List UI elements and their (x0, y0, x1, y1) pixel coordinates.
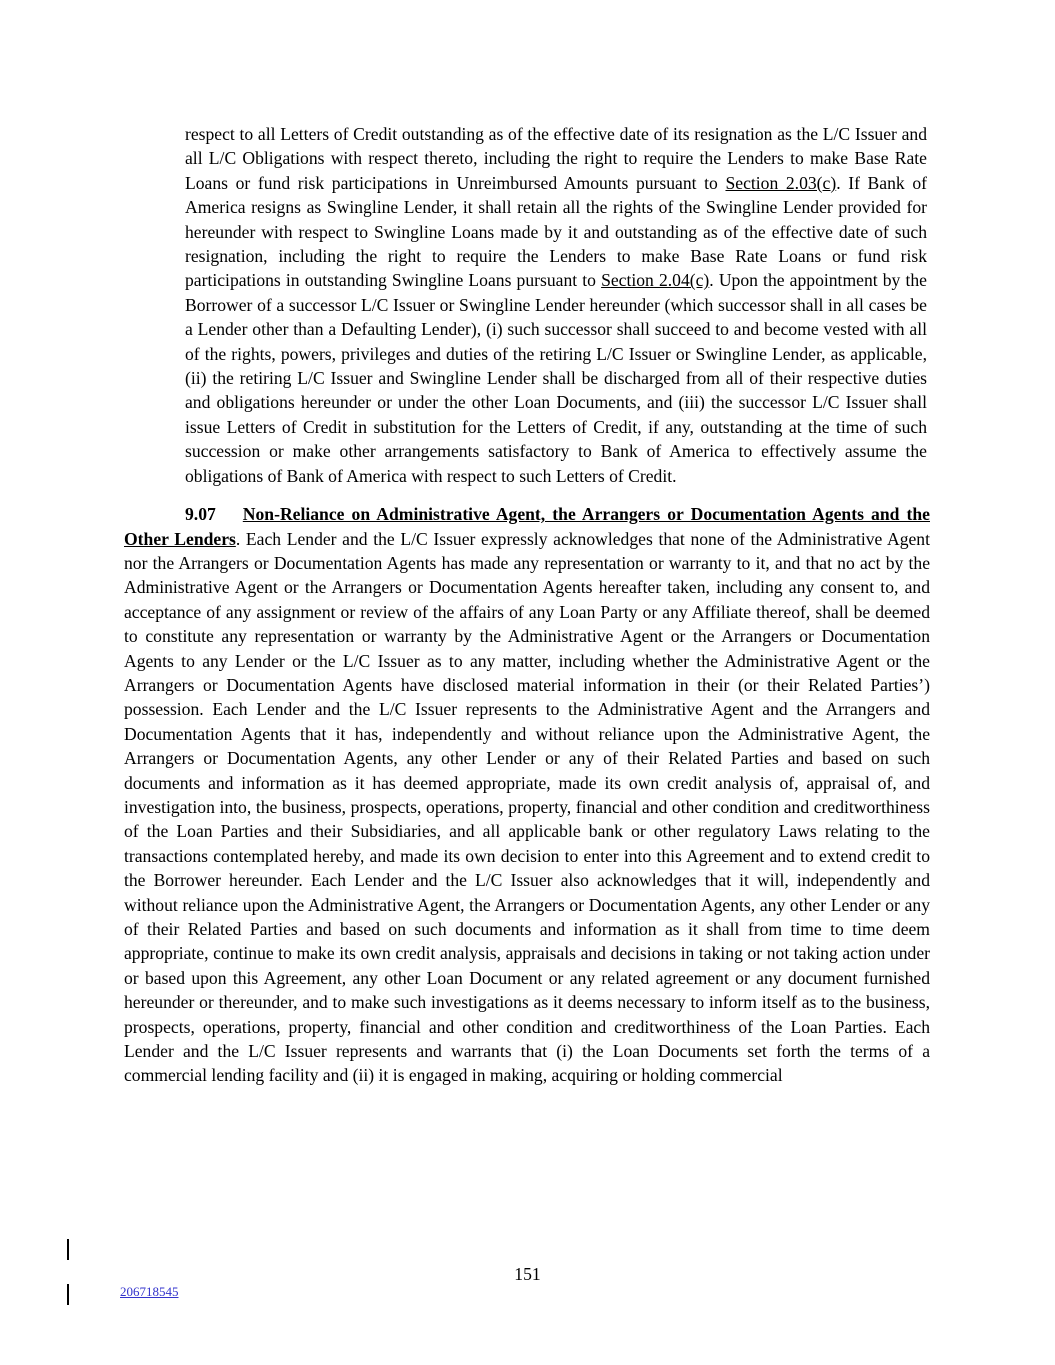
document-number-link[interactable]: 206718545 (120, 1284, 179, 1299)
paragraph-text: respect to all Letters of Credit outstanding as of the effective date of its resignation as the L/C Issuer and all L/C Obligations with respect thereto, including the right to require the Lenders to make Base Rate Loans or fund risk participations in Unreimbursed Amounts pursuant to (185, 124, 927, 193)
section-2-04c-reference[interactable]: Section 2.04(c) (601, 270, 710, 291)
paragraph-text: . Upon the appointment by the Borrower of a successor L/C Issuer or Swingline Lender hereunder (which successor shall in all cases be a Lender other than a Defaulting Lender), (i) such successor shall succeed to and become vested with all of the rights, powers, privileges and duties of the retiring L/C Issuer or Swingline Lender, as applicable, (ii) the retiring L/C Issuer and Swingline Lender shall be discharged from all of their respective duties and obligations hereunder or under the other Loan Documents, and (iii) the successor L/C Issuer shall issue Letters of Credit in substitution for the Letters of Credit, if any, outstanding at the time of such succession or make other arrangements satisfactory to Bank of America to effectively assume the obligations of Bank of America with respect to such Letters of Credit. (185, 270, 927, 486)
section-number: 9.07 (185, 504, 216, 525)
page-number: 151 (514, 1264, 541, 1284)
paragraph-text: . If Bank of America resigns as Swingline Lender, it shall retain all the rights of the Swingline Lender provided for hereunder with respect to Swingline Loans made by it and outstanding as of the effective date of such resignation, including the right to require the Lenders to make Base Rate Loans or fund risk participations in outstanding Swingline Loans pursuant to (185, 172, 927, 291)
section-body-text: . Each Lender and the L/C Issuer expressly acknowledges that none of the Administrative Agent nor the Arrangers or Documentation Agents has made any representation or warranty to it, and that no act by the Administrative Agent or the Arrangers or Documentation Agents hereafter taken, including any consent to, and acceptance of any assignment or review of the affairs of any Loan Party or any Affiliate thereof, shall be deemed to constitute any representation or warranty by the Administrative Agent or the Arrangers or Documentation Agents to any Lender or the L/C Issuer as to any matter, including whether the Administrative Agent or the Arrangers or Documentation Agents have disclosed material information in their (or their Related Parties’) possession. Each Lender and the L/C Issuer represents to the Administrative Agent and the Arrangers and Documentation Agents that it has, independently and without reliance upon the Administrative Agent, the Arrangers or Documentation Agents, any other Lender or any of their Related Parties and based on such documents and information as it has deemed appropriate, made its own credit analysis of, appraisal of, and investigation into, the business, prospects, operations, property, financial and other condition and creditworthiness of the Loan Parties and their Subsidiaries, and all applicable bank or other regulatory Laws relating to the transactions contemplated hereby, and made its own decision to enter into this Agreement and to extend credit to the Borrower hereunder. Each Lender and the L/C Issuer also acknowledges that it will, independently and without reliance upon the Administrative Agent, the Arrangers or Documentation Agents, any other Lender or any of their Related Parties and based on such documents and information as it shall from time to time deem appropriate, continue to make its own credit analysis, appraisals and decisions in taking or not taking action under or based upon this Agreement, any other Loan Document or any related agreement or any document furnished hereunder or thereunder, and to make such investigations as it deems necessary to inform itself as to the business, prospects, operations, property, financial and other condition and creditworthiness of the Loan Parties. Each Lender and the L/C Issuer represents and warrants that (i) the Loan Documents set forth the terms of a commercial lending facility and (ii) it is engaged in making, acquiring or holding commercial (124, 528, 930, 1086)
paragraph-resignation (185, 122, 927, 488)
section-heading: Non-Reliance on Administrative Agent, the Arrangers or Documentation Agents and the Other Lenders (124, 504, 930, 549)
change-bar (67, 1284, 69, 1305)
document-body (124, 122, 930, 1088)
change-bar (67, 1239, 69, 1260)
paragraph-9-07 (124, 502, 930, 1088)
section-2-03c-reference[interactable]: Section 2.03(c) (725, 172, 837, 193)
